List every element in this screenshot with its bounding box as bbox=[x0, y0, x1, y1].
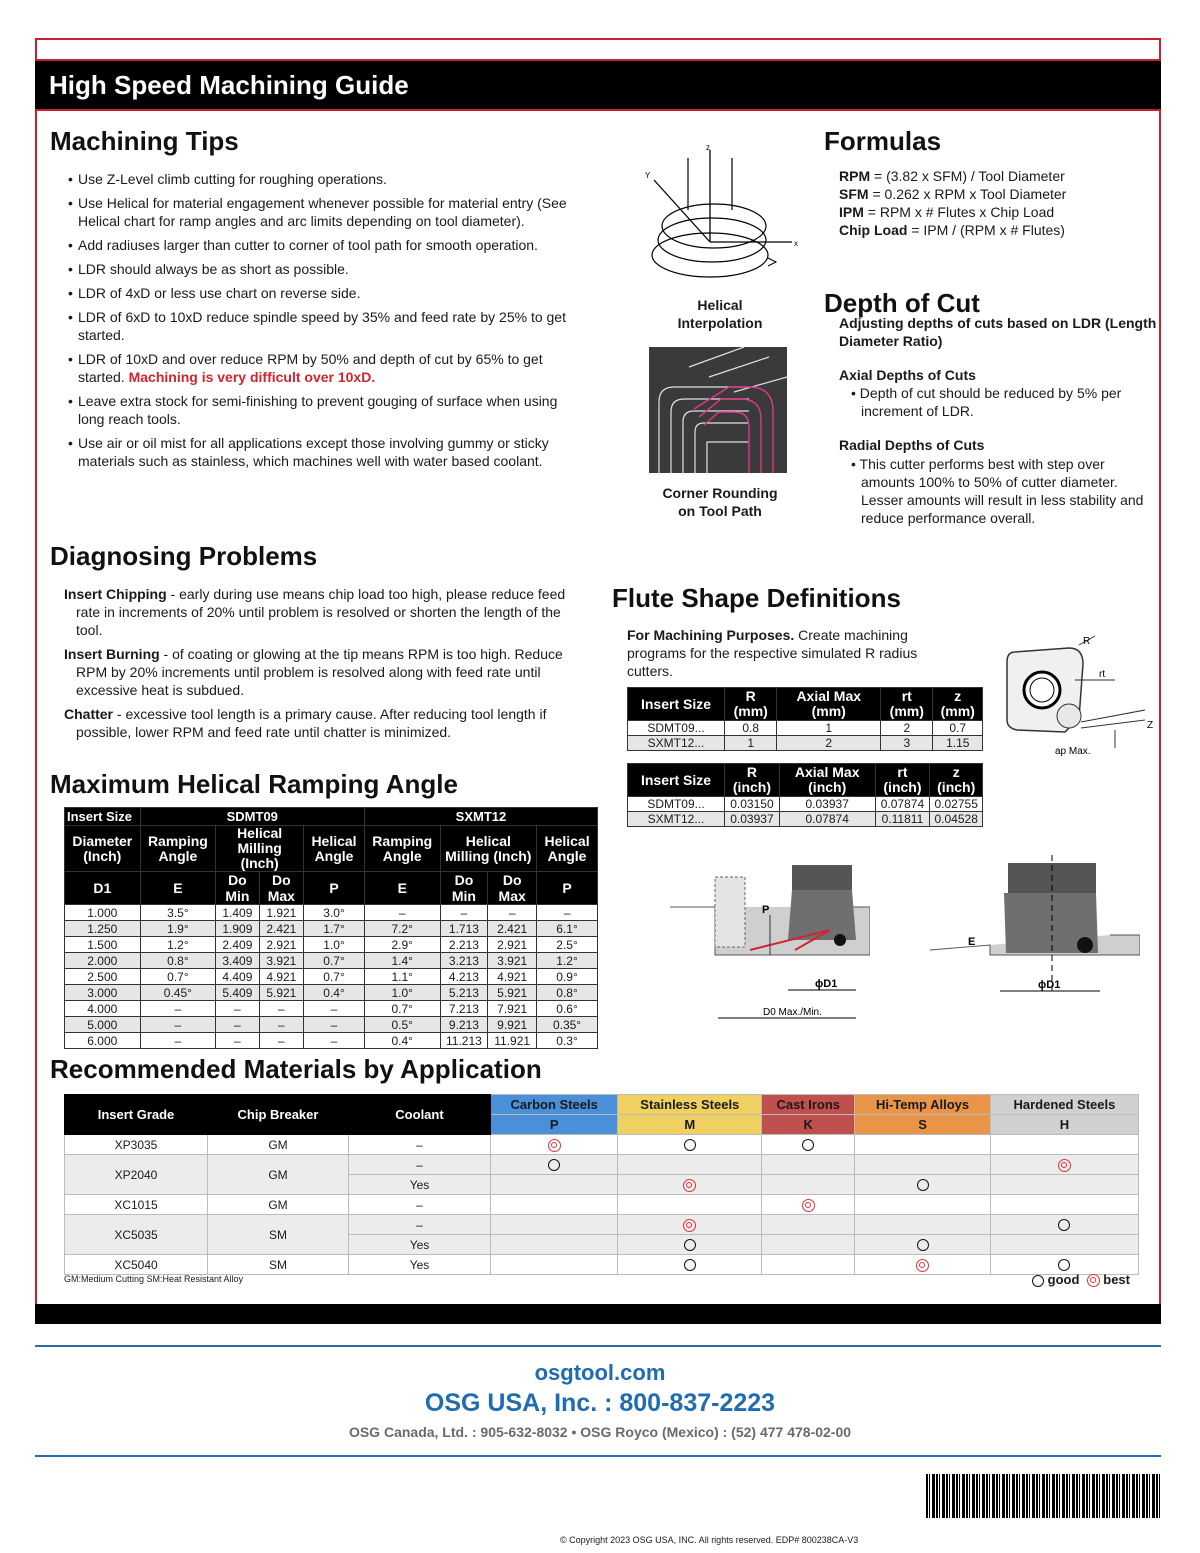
table-row: 5.000 – – – – 0.5° 9.213 9.921 0.35° bbox=[65, 1017, 598, 1033]
best-icon bbox=[1058, 1159, 1071, 1172]
good-icon bbox=[1032, 1275, 1044, 1287]
footer-other-contacts: OSG Canada, Ltd. : 905-632-8032 • OSG Royco (Mexico) : (52) 477 478-02-00 bbox=[348, 1424, 852, 1440]
flute-inch-table: Insert Size R (inch) Axial Max (inch) rt (inch) z (inch) SDMT09... 0.03150 0.03937 0.07874 0.02755 SXMT12... 0.03937 0.07874 0.11811 0.04528 bbox=[627, 763, 983, 827]
best-icon bbox=[916, 1259, 929, 1272]
table-row: XC5040 SM Yes bbox=[65, 1255, 1139, 1275]
table-row: SDMT09... 0.8 1 2 0.7 bbox=[628, 721, 983, 736]
svg-text:E: E bbox=[968, 936, 976, 948]
best-icon bbox=[683, 1219, 696, 1232]
materials-footnote: GM:Medium Cutting SM:Heat Resistant Alloy bbox=[64, 1274, 244, 1284]
flute-intro: For Machining Purposes. Create machining programs for the respective simulated R radius cutters. bbox=[627, 627, 918, 679]
title-bar bbox=[35, 59, 1161, 111]
svg-text:R: R bbox=[1083, 636, 1091, 647]
table-row: 2.000 0.8° 3.409 3.921 0.7° 1.4° 3.213 3.921 1.2° bbox=[65, 953, 598, 969]
best-icon bbox=[683, 1179, 696, 1192]
svg-text:D0 Max./Min.: D0 Max./Min. bbox=[763, 1007, 822, 1018]
table-row: XC1015 GM – bbox=[65, 1195, 1139, 1215]
helical-caption: Helical Interpolation bbox=[677, 297, 763, 331]
list-item: • LDR of 4xD or less use chart on reverse side. bbox=[68, 285, 361, 301]
list-item: Insert Burning - of coating or glowing at the tip means RPM is too high. Reduce RPM by 20% increments until problem is resolved along with feed rate until excessive heat is subdued. bbox=[64, 646, 563, 698]
list-item: Insert Chipping - early during use means chip load too high, please reduce feed rate in increments of 20% until problem is resolved or shorten the length of the tool. bbox=[64, 586, 566, 638]
svg-text:Z: Z bbox=[1147, 720, 1154, 731]
bottom-bar bbox=[35, 1304, 1161, 1324]
materials-legend: good best bbox=[1032, 1272, 1130, 1287]
table-row: 4.000 – – – – 0.7° 7.213 7.921 0.6° bbox=[65, 1001, 598, 1017]
table-row: 2.500 0.7° 4.409 4.921 0.7° 1.1° 4.213 4.921 0.9° bbox=[65, 969, 598, 985]
flute-mm-table: Insert Size R (mm) Axial Max (mm) rt (mm) z (mm) SDMT09... 0.8 1 2 0.7 SXMT12... 1 2 3 1.15 bbox=[627, 687, 983, 751]
machining-tips-heading: Machining Tips bbox=[50, 126, 239, 156]
best-icon bbox=[548, 1139, 561, 1152]
materials-heading: Recommended Materials by Application bbox=[50, 1054, 542, 1084]
formulas-heading: Formulas bbox=[824, 126, 942, 156]
table-row: Yes bbox=[65, 1235, 1139, 1255]
table-row: XP2040 GM – bbox=[65, 1155, 1139, 1175]
plunge-milling-diagram bbox=[930, 855, 1140, 1005]
page-title: High Speed Machining Guide bbox=[49, 70, 409, 100]
radial-depth-text: • This cutter performs best with step over amounts 100% to 50% of cutter diameter. Lesser amounts will result in less stability and reduce performance overall. bbox=[851, 456, 1144, 526]
materials-table: Insert Grade Chip Breaker Coolant Carbon Steels Stainless Steels Cast Irons Hi-Temp Alloys Hardened Steels P M K S H XP3035 GM – XP2040 GM – Yes XC1015 GM – XC5035 SM – Yes XC5040 SM Yes bbox=[64, 1094, 1139, 1275]
good-icon bbox=[1058, 1219, 1070, 1231]
formula-ipm: IPM = RPM x # Flutes x Chip Load bbox=[839, 204, 1055, 220]
copyright: © Copyright 2023 OSG USA, INC. All rights reserved. EDP# 800238CA-V3 bbox=[560, 1535, 859, 1545]
helical-table-body bbox=[65, 905, 598, 1049]
list-item: • Use Helical for material engagement whenever possible for material entry (See Helical chart for ramp angles and arc limits depending on tool diameter). bbox=[68, 195, 567, 229]
formula-rpm: RPM = (3.82 x SFM) / Tool Diameter bbox=[839, 168, 1065, 184]
table-row: 1.500 1.2° 2.409 2.921 1.0° 2.9° 2.213 2.921 2.5° bbox=[65, 937, 598, 953]
footer-phone: OSG USA, Inc. : 800-837-2223 bbox=[424, 1389, 776, 1417]
svg-text:z: z bbox=[706, 143, 710, 152]
footer-divider-bottom bbox=[35, 1455, 1161, 1457]
footer-divider-top bbox=[35, 1345, 1161, 1347]
list-item: • Use air or oil mist for all applications except those involving gummy or sticky materials such as stainless, which machines well with water based coolant. bbox=[68, 435, 549, 469]
table-row: 3.000 0.45° 5.409 5.921 0.4° 1.0° 5.213 5.921 0.8° bbox=[65, 985, 598, 1001]
diagnosing-list bbox=[64, 585, 569, 747]
warning-text: Machining is very difficult over 10xD. bbox=[128, 369, 376, 385]
best-icon bbox=[802, 1199, 815, 1212]
good-icon bbox=[684, 1259, 696, 1271]
barcode bbox=[926, 1474, 1162, 1518]
list-item: • LDR of 10xD and over reduce RPM by 50% and depth of cut by 65% to get started. Machining is very difficult over 10xD. bbox=[68, 351, 543, 385]
machining-tips-list bbox=[52, 170, 572, 476]
formula-sfm: SFM = 0.262 x RPM x Tool Diameter bbox=[839, 186, 1067, 202]
formula-chip-load: Chip Load = IPM / (RPM x # Flutes) bbox=[839, 222, 1065, 238]
list-item: • LDR of 6xD to 10xD reduce spindle speed by 35% and feed rate by 25% to get started. bbox=[68, 309, 566, 343]
good-icon bbox=[1058, 1259, 1070, 1271]
good-icon bbox=[684, 1239, 696, 1251]
depth-of-cut-heading: Depth of Cut bbox=[824, 288, 980, 318]
table-row: 6.000 – – – – 0.4° 11.213 11.921 0.3° bbox=[65, 1033, 598, 1049]
list-item: • LDR should always be as short as possible. bbox=[68, 261, 349, 277]
svg-text:ϕD1: ϕD1 bbox=[815, 978, 838, 990]
table-row: 1.250 1.9° 1.909 2.421 1.7° 7.2° 1.713 2.421 6.1° bbox=[65, 921, 598, 937]
list-item: • Add radiuses larger than cutter to corner of tool path for smooth operation. bbox=[68, 237, 538, 253]
good-icon bbox=[917, 1239, 929, 1251]
formulas-list bbox=[839, 167, 1139, 239]
corner-rounding-caption: Corner Rounding on Tool Path bbox=[662, 485, 778, 519]
table-row: 1.000 3.5° 1.409 1.921 3.0° – – – – bbox=[65, 905, 598, 921]
good-icon bbox=[684, 1139, 696, 1151]
axial-depth-text: • Depth of cut should be reduced by 5% per increment of LDR. bbox=[851, 385, 1122, 419]
corner-rounding-figure bbox=[649, 347, 787, 473]
svg-text:ϕD1: ϕD1 bbox=[1038, 979, 1061, 991]
footer-site[interactable]: osgtool.com bbox=[534, 1360, 666, 1385]
table-row: SDMT09... 0.03150 0.03937 0.07874 0.02755 bbox=[628, 797, 983, 812]
helical-interpolation-figure bbox=[640, 140, 810, 300]
helical-ramping-table: Insert Size SDMT09 SXMT12 Diameter (Inch) Ramping Angle Helical Milling (Inch) Helical Angle Ramping Angle Helical Milling (Inch) Helical Angle D1 E Do Min Do Max P E Do Min Do Max P 1.000 3.5° 1.409 1.921 3.0° – – – – 1.250 1.9° 1.909 2.421 1.7° 7.2° 1.713 2.421 6.1° 1.500 1.2° 2.409 2.921 1.0° 2.9° 2.213 2.921 2.5° 2.000 0.8° 3.409 3.921 0.7° 1.4° 3.213 3.921 1.2° 2.500 0.7° 4.409 4.921 0.7° 1.1° 4.213 4.921 0.9° 3.000 0.45° 5.409 5.921 0.4° 1.0° 5.213 5.921 0.8° 4.000 – – – – 0.7° 7.213 7.921 0.6° 5.000 – – – – 0.5° 9.213 9.921 0.35° 6.000 – – – – 0.4° 11.213 11.921 0.3° bbox=[64, 807, 598, 1049]
table-row: XC5035 SM – bbox=[65, 1215, 1139, 1235]
table-row: Yes bbox=[65, 1175, 1139, 1195]
best-icon bbox=[1087, 1274, 1100, 1287]
diagnosing-heading: Diagnosing Problems bbox=[50, 541, 318, 571]
ramping-milling-diagram bbox=[670, 855, 870, 1025]
table-row: SXMT12... 1 2 3 1.15 bbox=[628, 736, 983, 751]
flute-heading: Flute Shape Definitions bbox=[612, 583, 901, 613]
svg-text:ap Max.: ap Max. bbox=[1055, 746, 1091, 757]
svg-text:Y: Y bbox=[645, 171, 651, 180]
good-icon bbox=[917, 1179, 929, 1191]
good-icon bbox=[548, 1159, 560, 1171]
svg-text:rt: rt bbox=[1099, 669, 1106, 680]
list-item: Chatter - excessive tool length is a primary cause. After reducing tool length if possible, lower RPM and feed rate until chatter is minimized. bbox=[64, 706, 547, 740]
list-item: • Use Z-Level climb cutting for roughing operations. bbox=[68, 171, 387, 187]
good-icon bbox=[802, 1139, 814, 1151]
table-row: SXMT12... 0.03937 0.07874 0.11811 0.04528 bbox=[628, 812, 983, 827]
radial-depth-heading: Radial Depths of Cuts bbox=[839, 437, 985, 453]
depth-of-cut-intro: Adjusting depths of cuts based on LDR (Length Diameter Ratio) bbox=[839, 315, 1157, 349]
list-item: • Leave extra stock for semi-finishing to prevent gouging of surface when using long reach tools. bbox=[68, 393, 558, 427]
helical-ramping-heading: Maximum Helical Ramping Angle bbox=[50, 769, 458, 799]
axial-depth-heading: Axial Depths of Cuts bbox=[839, 367, 976, 383]
insert-diagram bbox=[995, 630, 1160, 760]
svg-text:P: P bbox=[762, 904, 770, 916]
svg-text:x: x bbox=[794, 239, 798, 248]
table-row: XP3035 GM – bbox=[65, 1135, 1139, 1155]
